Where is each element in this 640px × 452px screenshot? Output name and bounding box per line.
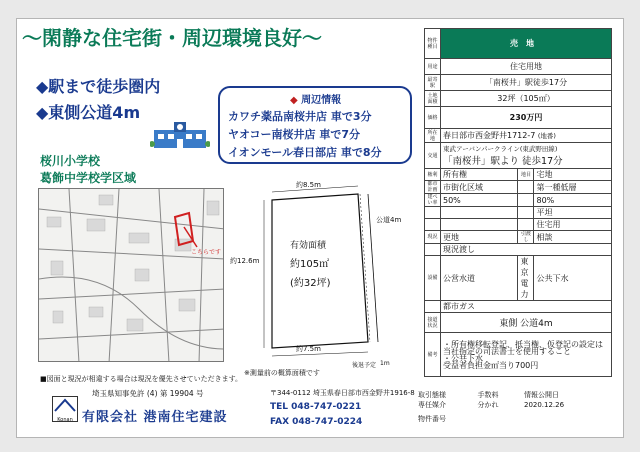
- school-elementary: 桜川小学校: [40, 154, 101, 168]
- spec-far: 80%: [534, 194, 612, 207]
- spec-label: 設備: [425, 256, 441, 301]
- headline: ～閑静な住宅街・周辺環境良好～: [22, 26, 322, 50]
- transaction-info: [416, 390, 604, 424]
- plan-road-label: 公道4m: [376, 216, 402, 224]
- spec-traffic: 東武アーバンパークライン(東武野田線) 「南桜井」駅より 徒歩17分: [441, 143, 612, 169]
- company-logo: Konan: [52, 396, 78, 422]
- spec-label: 都市計画: [425, 181, 441, 194]
- agent-label: 物件番号: [418, 415, 446, 423]
- spec-sewer: 公共下水: [534, 256, 612, 301]
- bullet-station: ◆駅まで徒歩圏内: [36, 77, 161, 96]
- company-name: 有限会社 港南住宅建設: [82, 410, 228, 425]
- spec-label: 建ぺい率: [425, 194, 441, 207]
- nearby-title: ◆ 周辺情報: [290, 95, 342, 106]
- spec-label: 土地面積: [425, 91, 441, 107]
- plan-note: ※測量前の概算面積です: [244, 369, 320, 377]
- fee-value: 分かれ: [477, 401, 499, 409]
- spec-water: 公営水道: [441, 256, 518, 301]
- spec-location: 春日部市西金野井1712-7 (地番): [441, 129, 612, 143]
- company-address: 〒344-0112 埼玉県春日部市西金野井1916-8: [270, 389, 415, 397]
- info-label: 情報公開日: [523, 391, 559, 399]
- fee-label: 手数料: [477, 391, 499, 399]
- footnote: ■図面と現況が相違する場合は現況を優先させていただきます。: [40, 375, 243, 383]
- spec-gas: 都市ガス: [441, 301, 612, 313]
- nearby-item: ヤオコー南桜井店 車で7分: [228, 128, 361, 141]
- spec-bcr: 50%: [441, 194, 518, 207]
- spec-label: 現況: [425, 231, 441, 244]
- spec-road-type: 住宅用: [534, 219, 612, 231]
- spec-label: 物件種目: [425, 29, 441, 59]
- school-junior-high: 葛飾中学校学区域: [40, 171, 137, 185]
- spec-terrain: 平坦: [534, 207, 612, 219]
- plan-setback-width: 1m: [380, 360, 390, 367]
- spec-road: 東側 公道4m: [441, 313, 612, 333]
- spec-label: 引渡し: [518, 231, 534, 244]
- plan-area-tsubo: (約32坪): [290, 278, 331, 289]
- plan-top-dim: 約8.5m: [296, 181, 321, 189]
- deal-label: 取引態様: [418, 391, 446, 399]
- spec-rights: 所有権: [441, 169, 518, 181]
- info-value: 2020.12.26: [523, 401, 565, 409]
- company-tel: TEL 048-747-0221: [270, 402, 362, 412]
- spec-label: 地目: [518, 169, 534, 181]
- license-number: 埼玉県知事免許 (4) 第 19904 号: [92, 389, 204, 398]
- school-icon: [150, 120, 210, 150]
- spec-label: 価格: [425, 107, 441, 129]
- plan-left-dim: 約12.6m: [230, 257, 260, 265]
- spec-label: 用途: [425, 59, 441, 75]
- spec-price: 230万円: [441, 107, 612, 129]
- spec-land-area: 32坪（105㎡）: [441, 91, 612, 107]
- map-marker-label: こちらです: [191, 249, 221, 256]
- spec-current-status: 現況渡し: [441, 244, 612, 256]
- spec-label: 最寄駅: [425, 75, 441, 91]
- spec-land-category: 宅地: [534, 169, 612, 181]
- spec-zoning: 市街化区域: [441, 181, 518, 194]
- spec-label: 接道状況: [425, 313, 441, 333]
- bullet-road: ◆東側公道4m: [36, 103, 141, 122]
- plan-area-m2: 約105㎡: [290, 259, 330, 270]
- plan-area-label: 有効面積: [290, 241, 327, 251]
- spec-use: 住宅用地: [441, 59, 612, 75]
- spec-delivery: 相談: [534, 231, 612, 244]
- nearby-item: カワチ薬品南桜井店 車で3分: [228, 110, 372, 123]
- spec-station: 「南桜井」駅徒歩17分: [441, 75, 612, 91]
- spec-label: 交通: [425, 143, 441, 169]
- nearby-info-box: [218, 86, 412, 164]
- spec-label: 権利: [425, 169, 441, 181]
- spec-label: 備考: [425, 333, 441, 377]
- site-plan: [230, 180, 435, 365]
- spec-electric: 東京電力: [518, 256, 534, 301]
- spec-use-district: 第一種低層: [534, 181, 612, 194]
- spec-remarks: ・所有権移転登記、抵当権、仮登記の設定は当社指定の司法書士を使用すること ・公共下水 受益者負担金㎡当り700円: [441, 333, 612, 377]
- company-fax: FAX 048-747-0224: [270, 417, 363, 427]
- spec-label: 所在地: [425, 129, 441, 143]
- nearby-item: イオンモール春日部店 車で8分: [228, 146, 382, 159]
- property-spec-table: [424, 28, 612, 377]
- deal-value: 専任媒介: [418, 401, 446, 409]
- plan-bottom-dim: 約7.5m: [296, 345, 321, 353]
- spec-current: 更地: [441, 231, 518, 244]
- sale-type: 売地: [441, 29, 612, 59]
- plan-setback-label: 後退予定: [352, 362, 377, 369]
- area-map: [38, 188, 224, 362]
- footer: [48, 386, 608, 434]
